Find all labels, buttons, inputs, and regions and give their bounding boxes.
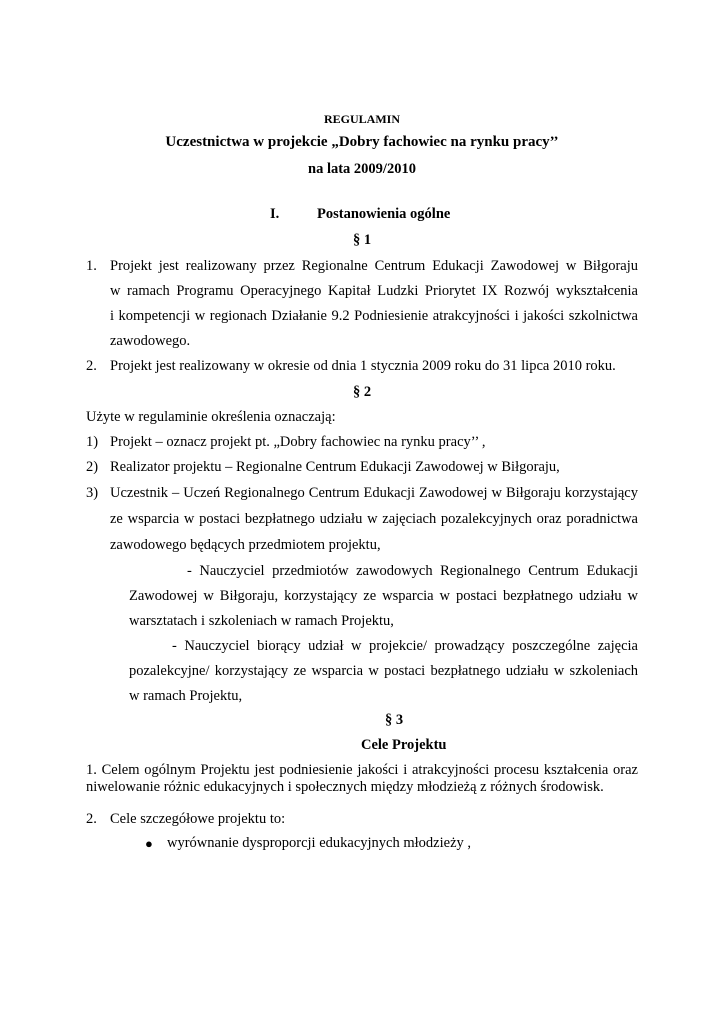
paragraph-line: niwelowanie różnic edukacyjnych i społecznych między młodzieżą z różnych środowisk. (86, 779, 604, 795)
list-item-line: Projekt jest realizowany w okresie od dnia 1 stycznia 2009 roku do 31 lipca 2010 roku. (110, 358, 616, 374)
list-item-line: w ramach Programu Operacyjnego Kapitał Ludzki Priorytet IX Rozwój wykształcenia (110, 283, 638, 299)
bullet-item: wyrównanie dysproporcji edukacyjnych młodzieży , (167, 835, 472, 851)
list-number: 1. (86, 258, 97, 274)
list-number: 1) (86, 434, 99, 450)
sub-item-line: warsztatach i szkoleniach w ramach Projektu, (129, 613, 394, 629)
paragraph-intro: Użyte w regulaminie określenia oznaczają: (86, 409, 336, 425)
doc-title: REGULAMIN (323, 112, 400, 126)
list-number: 2. (86, 811, 97, 827)
list-number: 2. (86, 358, 97, 374)
list-number: 3) (86, 485, 99, 501)
paragraph-sign-2: § 2 (352, 384, 372, 400)
bullet-icon: ● (145, 836, 153, 851)
list-number: 2) (86, 459, 99, 475)
list-item-line: zawodowego. (110, 333, 191, 349)
doc-years: na lata 2009/2010 (308, 161, 416, 177)
list-item-line: zawodowego będących przedmiotem projektu, (110, 537, 381, 553)
section-heading: Cele Projektu (361, 737, 447, 753)
paragraph-sign-3: § 3 (385, 712, 404, 728)
list-item-line: ze wsparcia w postaci bezpłatnego udziału w zajęciach pozalekcyjnych oraz poradnictwa (110, 511, 638, 527)
doc-subtitle: Uczestnictwa w projekcie „Dobry fachowiec na rynku pracy’’ (165, 134, 559, 150)
list-item-line: Projekt – oznacz projekt pt. „Dobry fachowiec na rynku pracy’’ , (110, 434, 486, 450)
paragraph-line: 1. Celem ogólnym Projektu jest podniesienie jakości i atrakcyjności procesu kształcenia oraz (86, 762, 638, 778)
paragraph-sign-1: § 1 (352, 232, 372, 248)
section-roman-numeral: I. (270, 206, 280, 222)
list-item-line: Cele szczegółowe projektu to: (110, 811, 286, 827)
list-item-line: Projekt jest realizowany przez Regionalne Centrum Edukacji Zawodowej w Biłgoraju (110, 258, 638, 274)
sub-item-line: Zawodowej w Biłgoraju, korzystający ze wsparcia w postaci bezpłatnego udziału w (129, 588, 638, 604)
list-item-line: Uczestnik – Uczeń Regionalnego Centrum Edukacji Zawodowej w Biłgoraju korzystający (110, 485, 638, 501)
sub-item-line: - Nauczyciel biorący udział w projekcie/ prowadzący poszczególne zajęcia (172, 638, 638, 654)
sub-item-line: - Nauczyciel przedmiotów zawodowych Regionalnego Centrum Edukacji (187, 563, 638, 579)
list-item-line: i kompetencji w regionach Działanie 9.2 Podniesienie atrakcyjności i jakości szkolnictwa (110, 308, 638, 324)
section-heading: Postanowienia ogólne (317, 206, 451, 222)
sub-item-line: w ramach Projektu, (129, 688, 243, 704)
list-item-line: Realizator projektu – Regionalne Centrum Edukacji Zawodowej w Biłgoraju, (110, 459, 560, 475)
sub-item-line: pozalekcyjne/ korzystający ze wsparcia w postaci bezpłatnego udziału w szkoleniach (129, 663, 638, 679)
